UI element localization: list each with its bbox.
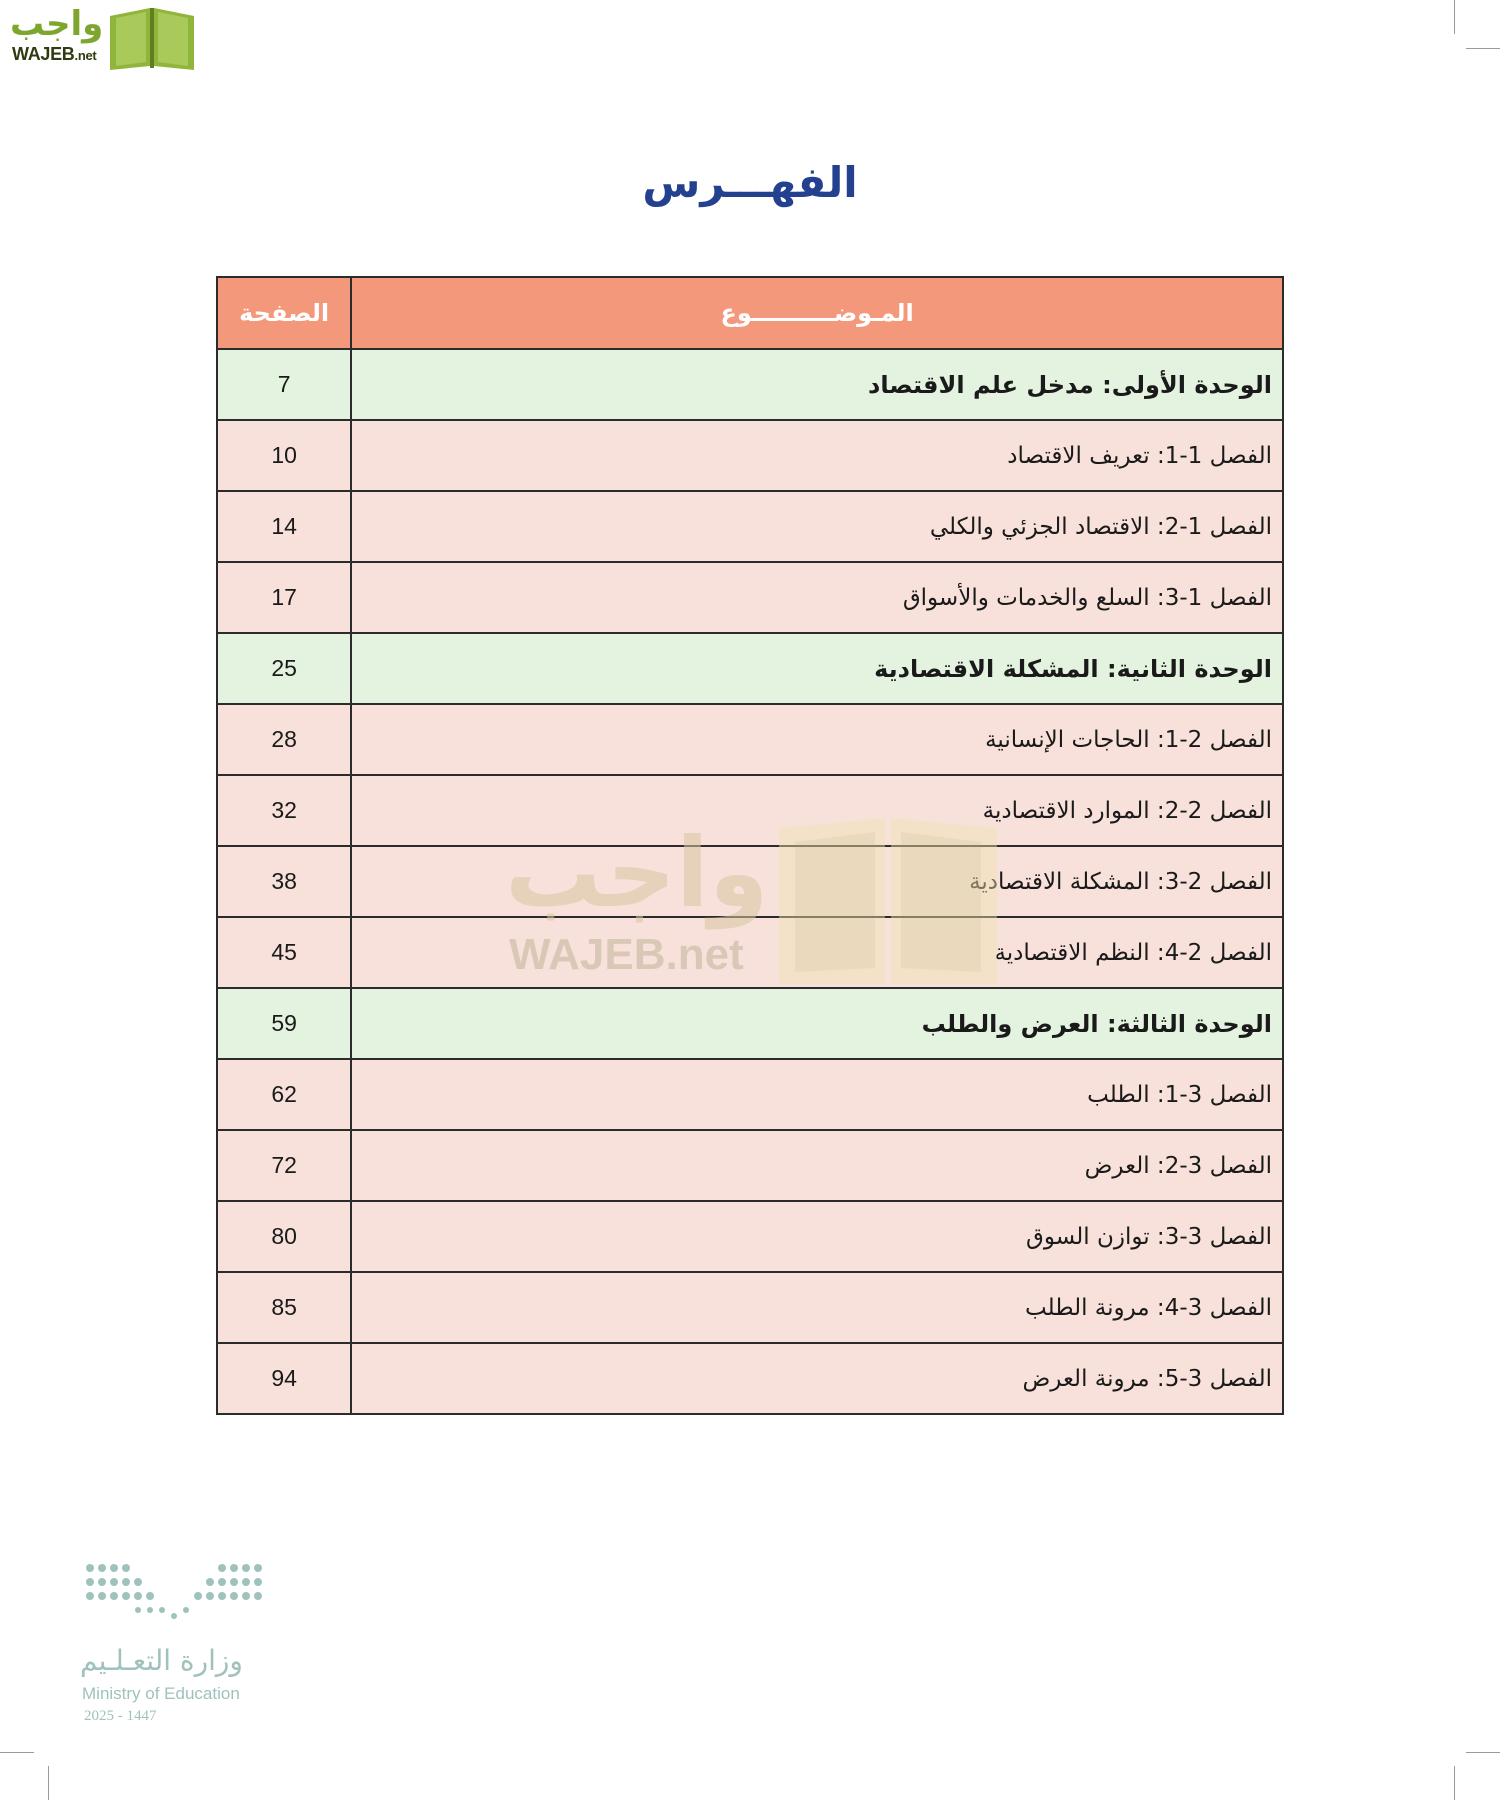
toc-topic: الوحدة الأولى: مدخل علم الاقتصاد (351, 349, 1283, 420)
wajeb-logo[interactable] (10, 4, 190, 70)
watermark-latin-text: WAJEB.net (509, 930, 744, 979)
toc-topic: الفصل 2-3: المشكلة الاقتصادية (351, 846, 1283, 917)
toc-row-chapter[interactable] (217, 420, 1283, 491)
toc-topic: الفصل 1-3: السلع والخدمات والأسواق (351, 562, 1283, 633)
toc-row-unit[interactable] (217, 988, 1283, 1059)
toc-page-number: 45 (217, 917, 351, 988)
toc-row-chapter[interactable] (217, 1130, 1283, 1201)
topic-column-header: المـوضــــــــــوع (351, 277, 1283, 349)
toc-body (217, 349, 1283, 1414)
toc-page-number: 17 (217, 562, 351, 633)
page-column-header: الصفحة (217, 277, 351, 349)
toc-page-number: 32 (217, 775, 351, 846)
toc-page-number: 80 (217, 1201, 351, 1272)
toc-topic: الفصل 3-3: توازن السوق (351, 1201, 1283, 1272)
toc-page-number: 7 (217, 349, 351, 420)
crop-mark (0, 1752, 34, 1753)
toc-topic: الوحدة الثانية: المشكلة الاقتصادية (351, 633, 1283, 704)
toc-topic: الفصل 1-2: الاقتصاد الجزئي والكلي (351, 491, 1283, 562)
toc-row-chapter[interactable] (217, 1201, 1283, 1272)
toc-row-chapter[interactable] (217, 917, 1283, 988)
toc-row-unit[interactable] (217, 349, 1283, 420)
crop-mark (1466, 48, 1500, 49)
toc-row-chapter[interactable] (217, 1343, 1283, 1414)
ministry-arabic-name: وزارة التعـلـيم (80, 1644, 243, 1677)
crop-mark (1454, 0, 1455, 34)
toc-topic: الفصل 3-1: الطلب (351, 1059, 1283, 1130)
toc-topic: الفصل 2-1: الحاجات الإنسانية (351, 704, 1283, 775)
toc-row-unit[interactable] (217, 633, 1283, 704)
ministry-logo (80, 1560, 280, 1730)
toc-header-row (217, 277, 1283, 349)
toc-table (216, 276, 1284, 1415)
toc-topic: الفصل 3-4: مرونة الطلب (351, 1272, 1283, 1343)
toc-row-chapter[interactable] (217, 704, 1283, 775)
toc-row-chapter[interactable] (217, 1272, 1283, 1343)
toc-topic: الفصل 2-4: النظم الاقتصادية (351, 917, 1283, 988)
toc-row-chapter[interactable] (217, 775, 1283, 846)
toc-topic: الفصل 2-2: الموارد الاقتصادية (351, 775, 1283, 846)
ministry-year: 2025 - 1447 (84, 1708, 157, 1724)
toc-row-chapter[interactable] (217, 562, 1283, 633)
toc-page-number: 25 (217, 633, 351, 704)
crop-mark (48, 1766, 49, 1800)
logo-latin-text: WAJEB.net (12, 44, 97, 64)
toc-topic: الفصل 3-5: مرونة العرض (351, 1343, 1283, 1414)
crop-mark (1454, 1766, 1455, 1800)
toc-page-number: 62 (217, 1059, 351, 1130)
toc-topic: الوحدة الثالثة: العرض والطلب (351, 988, 1283, 1059)
toc-page-number: 38 (217, 846, 351, 917)
toc-row-chapter[interactable] (217, 1059, 1283, 1130)
toc-page-number: 28 (217, 704, 351, 775)
watermark-arabic-text: واجب (505, 817, 769, 929)
toc-page-number: 85 (217, 1272, 351, 1343)
toc-page-number: 10 (217, 420, 351, 491)
toc-topic: الفصل 3-2: العرض (351, 1130, 1283, 1201)
toc-page-number: 94 (217, 1343, 351, 1414)
page-title: الفهـــرس (642, 158, 858, 207)
toc-page-number: 59 (217, 988, 351, 1059)
toc-page-number: 72 (217, 1130, 351, 1201)
toc-row-chapter[interactable] (217, 491, 1283, 562)
toc-row-chapter[interactable] (217, 846, 1283, 917)
open-book-icon (106, 4, 198, 70)
logo-arabic-text: واجب (10, 4, 104, 44)
crop-mark (1466, 1752, 1500, 1753)
ministry-dots-icon (80, 1560, 270, 1640)
toc-page-number: 14 (217, 491, 351, 562)
ministry-english-name: Ministry of Education (82, 1684, 240, 1703)
toc-topic: الفصل 1-1: تعريف الاقتصاد (351, 420, 1283, 491)
